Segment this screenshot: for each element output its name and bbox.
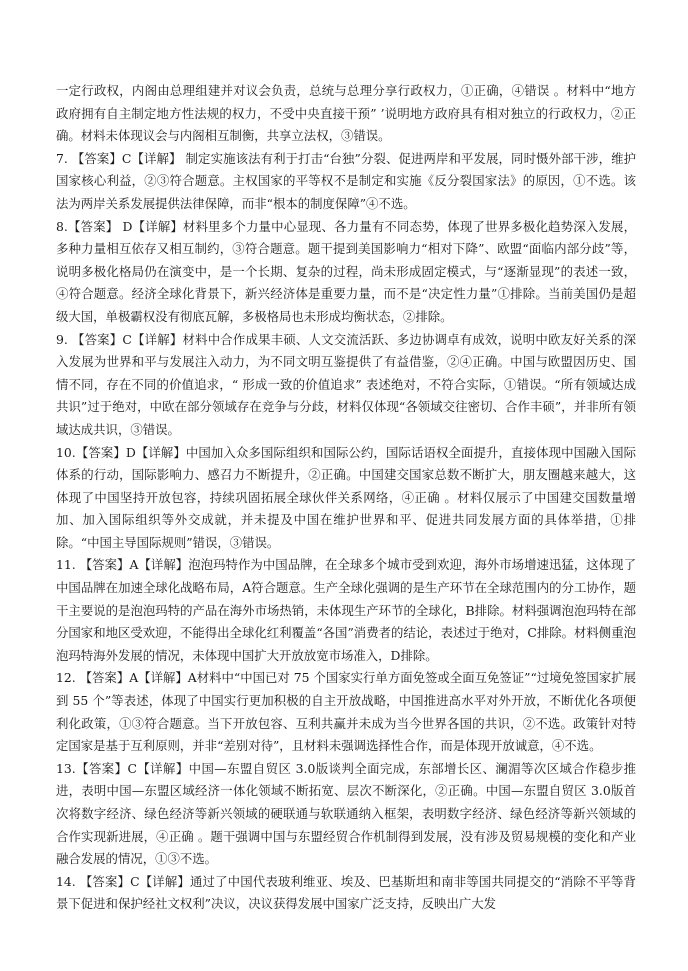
answer-item-7: 7. 【答案】C【详解】 制定实施该法有利于打击“台独”分裂、促进两岸和平发展，同时慑外部干涉，维护国家核心利益，②③符合题意。主权国家的平等权不是制定和实施《反分裂国家法》的原因，①不选。该法为两岸关系发展提供法律保障，而非“根本的制度保障”④不选。 bbox=[56, 150, 636, 211]
answer-item-12: 12. 【答案】A【详解】A材料中“中国已对 75 个国家实行单方面免签或全面互免签证”“过境免签国家扩展到 55 个”等表述，体现了中国实行更加积极的自主开放战略，中国推进高水平对外开放，不断优化各项便利化政策，①③符合题意。当下开放包容、互利共赢并未成为当今世界各国的共识，②不选。政策针对特定国家是基于互利原则，并非“差别对待”，且材料未强调选择性合作，而是体现开放诚意，④不选。 bbox=[56, 670, 636, 754]
document-page bbox=[56, 80, 636, 916]
answer-item-13: 13.【答案】C【详解】中国—东盟自贸区 3.0版谈判全面完成，东部增长区、澜湄等次区域合作稳步推进，表明中国—东盟区域经济一体化领域不断拓宽、层次不断深化，②正确。中国—东盟自贸区 3.0版首次将数字经济、绿色经济等新兴领域的硬联通与软联通纳入框架，表明数字经济、绿色经济等新兴领域的合作实现新进展，④正确 。题干强调中国与东盟经贸合作机制得到发展，没有涉及贸易规模的变化和产业融合发展的情况，①③不选。 bbox=[56, 760, 636, 867]
answer-item-14: 14. 【答案】C【详解】通过了中国代表玻利维亚、埃及、巴基斯坦和南非等国共同提交的“消除不平等背景下促进和保护经社文权利”决议，决议获得发展中国家广泛支持，反映出广大发 bbox=[56, 873, 636, 912]
answer-item-8: 8.【答案】 D【详解】材料里多个力量中心显现、各力量有不同态势，体现了世界多极化趋势深入发展，多种力量相互依存又相互制约，③符合题意。题干提到美国影响力“相对下降”、欧盟“面临内部分歧”等，说明多极化格局仍在演变中，是一个长期、复杂的过程，尚未形成固定模式，与“逐渐显现”的表述一致，④符合题意。经济全球化背景下，新兴经济体是重要力量，而不是“决定性力量”①排除。当前美国仍是超级大国，单极霸权没有彻底瓦解，多极格局也未形成均衡状态，②排除。 bbox=[56, 218, 636, 324]
answer-item-10: 10.【答案】D【详解】中国加入众多国际组织和国际公约，国际话语权全面提升，直接体现中国融入国际体系的行动，国际影响力、感召力不断提升，②正确。中国建交国家总数不断扩大，朋友圈越来越大，这体现了中国坚持开放包容，持续巩固拓展全球伙伴关系网络，④正确 。材料仅展示了中国建交国数量增加、加入国际组织等外交成就，并未提及中国在维护世界和平、促进共同发展方面的具体举措，①排除。“中国主导国际规则”错误，③错误。 bbox=[56, 444, 636, 550]
answer-item-9: 9. 【答案】C【详解】材料中合作成果丰硕、人文交流活跃、多边协调卓有成效，说明中欧友好关系的深入发展为世界和平与发展注入动力，为不同文明互鉴提供了有益借鉴，②④正确。中国与欧盟因历史、国情不同，存在不同的价值追求，“ 形成一致的价值追求” 表述绝对，不符合实际，①错误。“所有领域达成共识”过于绝对，中欧在部分领域存在竞争与分歧，材料仅体现“各领域交往密切、合作丰硕”，并非所有领域达成共识，③错误。 bbox=[56, 331, 636, 437]
paragraph-continuation: 一定行政权，内阁由总理组建并对议会负责，总统与总理分享行政权力，①正确，④错误 。材料中“地方政府拥有自主制定地方性法规的权力，不受中央直接干预” ’说明地方政府具有相对独立的行政权力，②正确。材料未体现议会与内阁相互制衡，共享立法权，③错误。 bbox=[56, 83, 636, 144]
answer-item-11: 11. 【答案】A【详解】泡泡玛特作为中国品牌，在全球多个城市受到欢迎，海外市场增速迅猛，这体现了中国品牌在加速全球化战略布局，A符合题意。生产全球化强调的是生产环节在全球范围内的分工协作，题干主要说的是泡泡玛特的产品在海外市场热销，未体现生产环节的全球化，B排除。材料强调泡泡玛特在部分国家和地区受欢迎，不能得出全球化红利覆盖“各国”消费者的结论，表述过于绝对，C排除。材料侧重泡泡玛特海外发展的情况，未体现中国扩大开放放宽市场准入，D排除。 bbox=[56, 557, 636, 663]
